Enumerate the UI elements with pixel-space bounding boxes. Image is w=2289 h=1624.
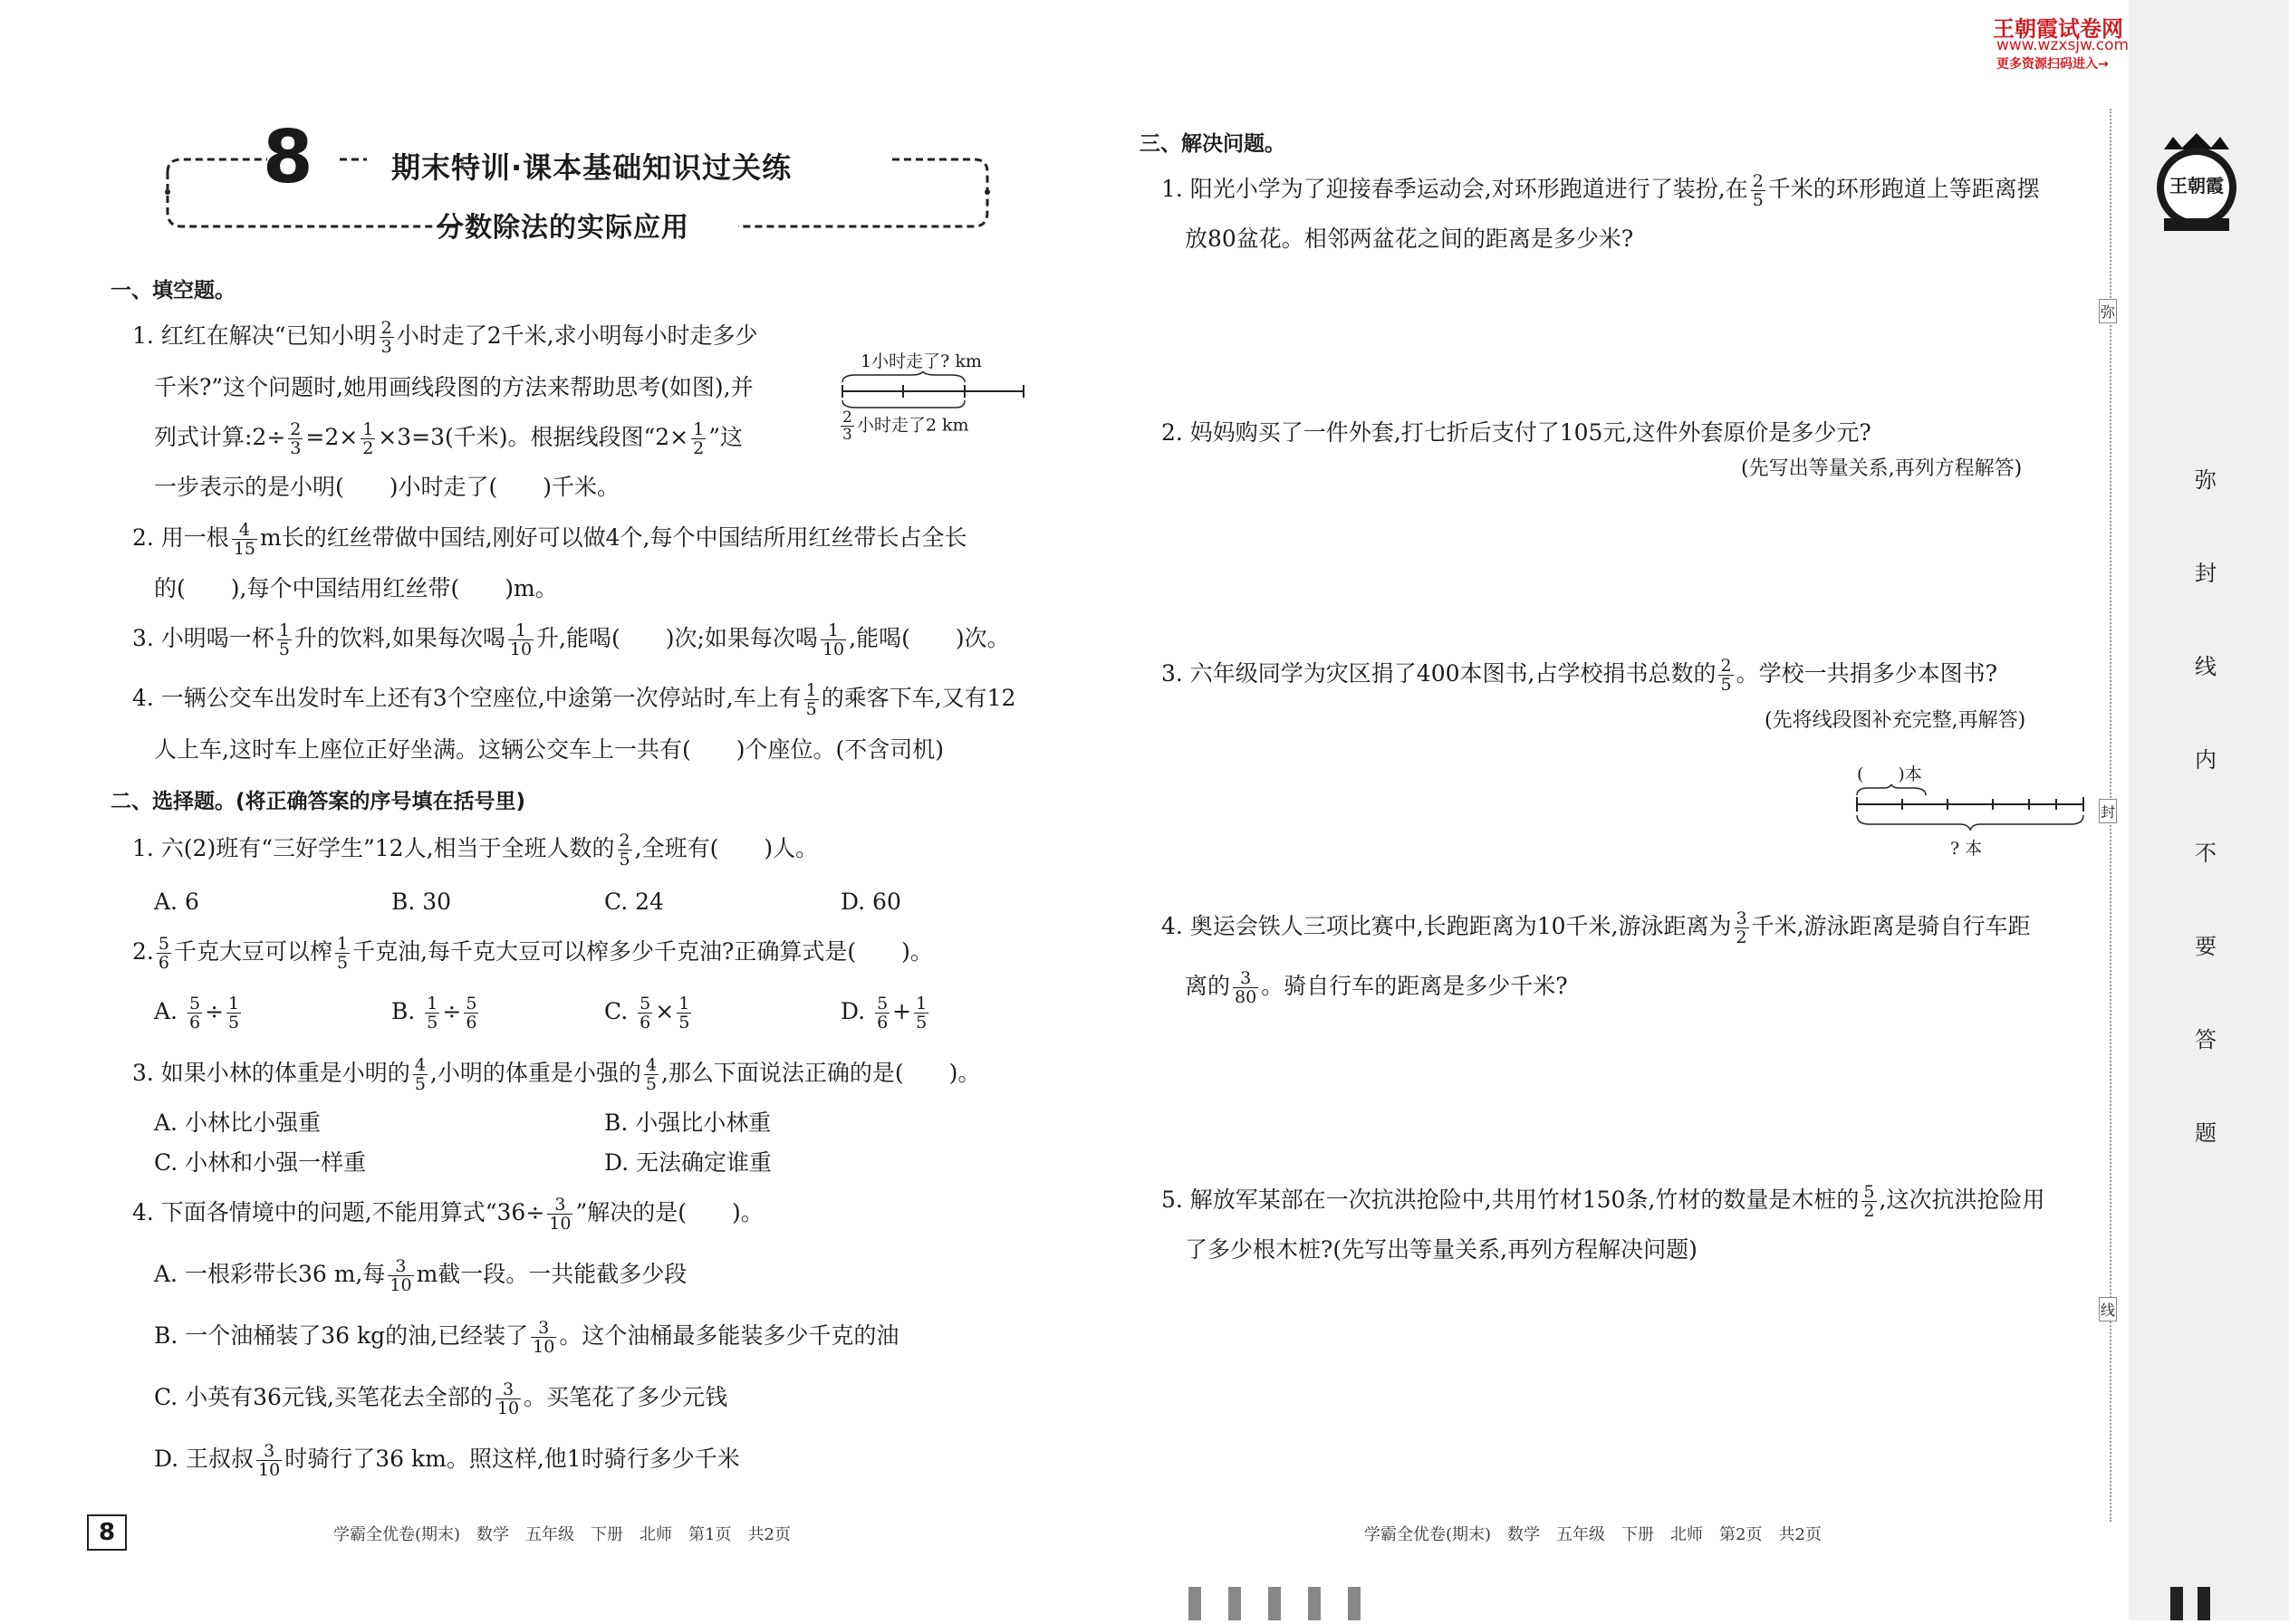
fill-q1-line4: 一步表示的是小明( )小时走了( )千米。 bbox=[154, 474, 620, 500]
left-footer: 学霸全优卷(期末) 数学 五年级 下册 北师 第1页 共2页 bbox=[333, 1525, 791, 1544]
section-solve-heading: 三、解决问题。 bbox=[1140, 132, 1285, 156]
solve-q4-line2: 离的 $\frac{3}{80}$ 。骑自行车的距离是多少千米? bbox=[1185, 968, 1568, 1007]
choice-q2-option-d: D. $\frac{5}{6}$ + $\frac{1}{5}$ bbox=[841, 994, 928, 1033]
notice-char: 封 bbox=[2195, 561, 2217, 586]
fill-q1-line1: 1. 红红在解决“已知小明 $\frac{2}{3}$ 小时走了2千米,求小明每小时走多少 bbox=[132, 318, 758, 357]
fill-q3: 3. 小明喝一杯 $\frac{1}{5}$ 升的饮料,如果每次喝 $\frac{1}{10}$ 升,能喝( )次;如果每次喝 $\frac{1}{10}$ ,能喝( )次。 bbox=[132, 620, 1010, 659]
fill-q1-diagram: 1小时走了? km $\frac{2}{3}$ 小时走了2 km bbox=[838, 346, 1028, 455]
notice-char: 不 bbox=[2195, 841, 2217, 866]
fill-q4-line1: 4. 一辆公交车出发时车上还有3个空座位,中途第一次停站时,车上有 $\frac{1}{5}$ 的乘客下车,又有12 bbox=[132, 680, 1016, 719]
binding-tag-feng: 封 bbox=[2099, 799, 2117, 823]
registration-marks bbox=[1188, 1587, 1370, 1620]
fill-q4-line2: 人上车,这时车上座位正好坐满。这辆公交车上一共有( )个座位。(不含司机) bbox=[154, 736, 944, 763]
brand-name: 王朝霞试卷网 bbox=[1993, 16, 2123, 42]
notice-char: 线 bbox=[2195, 654, 2217, 679]
choice-q3-option-a: A. 小林比小强重 bbox=[154, 1110, 321, 1136]
binding-tag-xian: 线 bbox=[2099, 1297, 2117, 1321]
choice-q1-option-a: A. 6 bbox=[154, 889, 199, 915]
registration-marks-right bbox=[2170, 1587, 2225, 1620]
page-title: 期末特训·课本基础知识过关练 bbox=[391, 150, 793, 185]
right-footer: 学霸全优卷(期末) 数学 五年级 下册 北师 第2页 共2页 bbox=[1364, 1525, 1822, 1544]
choice-q3-option-c: C. 小林和小强一样重 bbox=[154, 1149, 367, 1176]
solve-q3-note: (先将线段图补充完整,再解答) bbox=[1765, 709, 2026, 732]
solve-q4-answer-area[interactable] bbox=[1161, 1014, 2085, 1168]
choice-q3-option-d: D. 无法确定谁重 bbox=[604, 1149, 773, 1176]
solve-q1-answer-area[interactable] bbox=[1161, 263, 2085, 408]
fill-q1-line2: 千米?”这个问题时,她用画线段图的方法来帮助思考(如图),并 bbox=[154, 374, 754, 400]
choice-q1-option-c: C. 24 bbox=[604, 889, 664, 915]
seal-text: 王朝霞 bbox=[2169, 175, 2224, 197]
choice-q4-option-a: A. 一根彩带长36 m,每 $\frac{3}{10}$ m截一段。一共能截多少段 bbox=[154, 1256, 688, 1295]
solve-q3-diagram bbox=[1848, 761, 2092, 870]
solve-q1-line2: 放80盆花。相邻两盆花之间的距离是多少米? bbox=[1185, 226, 1634, 252]
choice-q4-option-d: D. 王叔叔 $\frac{3}{10}$ 时骑行了36 km。照这样,他1时骑行多少千米 bbox=[154, 1441, 740, 1480]
choice-q4: 4. 下面各情境中的问题,不能用算式“36÷ $\frac{3}{10}$ ”解决的是( )。 bbox=[132, 1195, 764, 1234]
solve-q5-line2: 了多少根木桩?(先写出等量关系,再列方程解决问题) bbox=[1185, 1236, 1698, 1263]
solve-q3-line1: 3. 六年级同学为灾区捐了400本图书,占学校捐书总数的 $\frac{2}{5}$ 。学校一共捐多少本图书? bbox=[1161, 656, 1997, 695]
fill-q2-line2: 的( ),每个中国结用红丝带( )m。 bbox=[154, 575, 558, 601]
seal-emblem bbox=[2151, 131, 2242, 240]
title-badge-number: 8 bbox=[263, 115, 313, 199]
brand-slogan: 更多资源扫码进入→ bbox=[1996, 57, 2109, 72]
choice-q2: 2. $\frac{5}{6}$ 千克大豆可以榨 $\frac{1}{5}$ 千克油,每千克大豆可以榨多少千克油?正确算式是( )。 bbox=[132, 934, 933, 973]
solve-q2-answer-area[interactable] bbox=[1161, 494, 2085, 648]
section-fill-heading: 一、填空题。 bbox=[111, 279, 236, 303]
solve-q4-line1: 4. 奥运会铁人三项比赛中,长跑距离为10千米,游泳距离为 $\frac{3}{2}$ 千米,游泳距离是骑自行车距 bbox=[1161, 908, 2031, 947]
fill-q1-line3: 列式计算:2÷ $\frac{2}{3}$ =2× $\frac{1}{2}$ ×3=3(千米)。根据线段图“2× $\frac{1}{2}$ ”这 bbox=[154, 419, 744, 458]
diagram-top-label: ( )本 bbox=[1857, 764, 1922, 784]
solve-q1-line1: 1. 阳光小学为了迎接春季运动会,对环形跑道进行了装扮,在 $\frac{2}{5}$ 千米的环形跑道上等距离摆 bbox=[1161, 171, 2040, 210]
binding-notice bbox=[2183, 462, 2228, 1208]
choice-q1: 1. 六(2)班有“三好学生”12人,相当于全班人数的 $\frac{2}{5}$ ,全班有( )人。 bbox=[132, 831, 819, 870]
choice-q3-option-b: B. 小强比小林重 bbox=[604, 1110, 772, 1136]
choice-q4-option-c: C. 小英有36元钱,买笔花去全部的 $\frac{3}{10}$ 。买笔花了多少元钱 bbox=[154, 1379, 728, 1418]
notice-char: 答 bbox=[2195, 1027, 2217, 1052]
notice-char: 题 bbox=[2195, 1120, 2217, 1146]
section-choice-heading: 二、选择题。(将正确答案的序号填在括号里) bbox=[111, 790, 526, 813]
diagram-segment bbox=[1848, 784, 2092, 839]
diagram-bottom-label: 小时走了2 km bbox=[856, 415, 969, 436]
brand-url: www.wzxsjw.com bbox=[1996, 36, 2130, 54]
choice-q2-option-b: B. $\frac{1}{5}$ ÷ $\frac{5}{6}$ bbox=[391, 994, 477, 1033]
notice-char: 要 bbox=[2195, 934, 2217, 959]
choice-q4-option-b: B. 一个油桶装了36 kg的油,已经装了 $\frac{3}{10}$ 。这个油桶最多能装多少千克的油 bbox=[154, 1318, 899, 1357]
solve-q2-note: (先写出等量关系,再列方程解答) bbox=[1741, 457, 2023, 480]
notice-char: 弥 bbox=[2195, 467, 2217, 493]
choice-q1-option-b: B. 30 bbox=[391, 889, 452, 915]
page-subtitle: 分数除法的实际应用 bbox=[437, 212, 689, 244]
solve-q5-line1: 5. 解放军某部在一次抗洪抢险中,共用竹材150条,竹材的数量是木桩的 $\frac{5}{2}$ ,这次抗洪抢险用 bbox=[1161, 1182, 2045, 1221]
diagram-top-label: 1小时走了? km bbox=[861, 351, 982, 371]
choice-q2-option-a: A. $\frac{5}{6}$ ÷ $\frac{1}{5}$ bbox=[154, 994, 240, 1033]
choice-q2-option-c: C. $\frac{5}{6}$ × $\frac{1}{5}$ bbox=[604, 994, 690, 1033]
notice-char: 内 bbox=[2195, 747, 2217, 773]
diagram-bottom-label: ? 本 bbox=[1950, 839, 1983, 859]
binding-tag-mi: 弥 bbox=[2099, 299, 2117, 323]
choice-q1-option-d: D. 60 bbox=[841, 889, 901, 915]
left-page-number: 8 bbox=[87, 1514, 127, 1551]
solve-q5-answer-area[interactable] bbox=[1161, 1277, 2085, 1485]
choice-q3: 3. 如果小林的体重是小明的 $\frac{4}{5}$ ,小明的体重是小强的 $\frac{4}{5}$ ,那么下面说法正确的是( )。 bbox=[132, 1055, 981, 1094]
fill-q2-line1: 2. 用一根 $\frac{4}{15}$ m长的红丝带做中国结,刚好可以做4个,每个中国结所用红丝带长占全长 bbox=[132, 520, 967, 559]
solve-q2-line1: 2. 妈妈购买了一件外套,打七折后支付了105元,这件外套原价是多少元? bbox=[1161, 419, 1871, 446]
